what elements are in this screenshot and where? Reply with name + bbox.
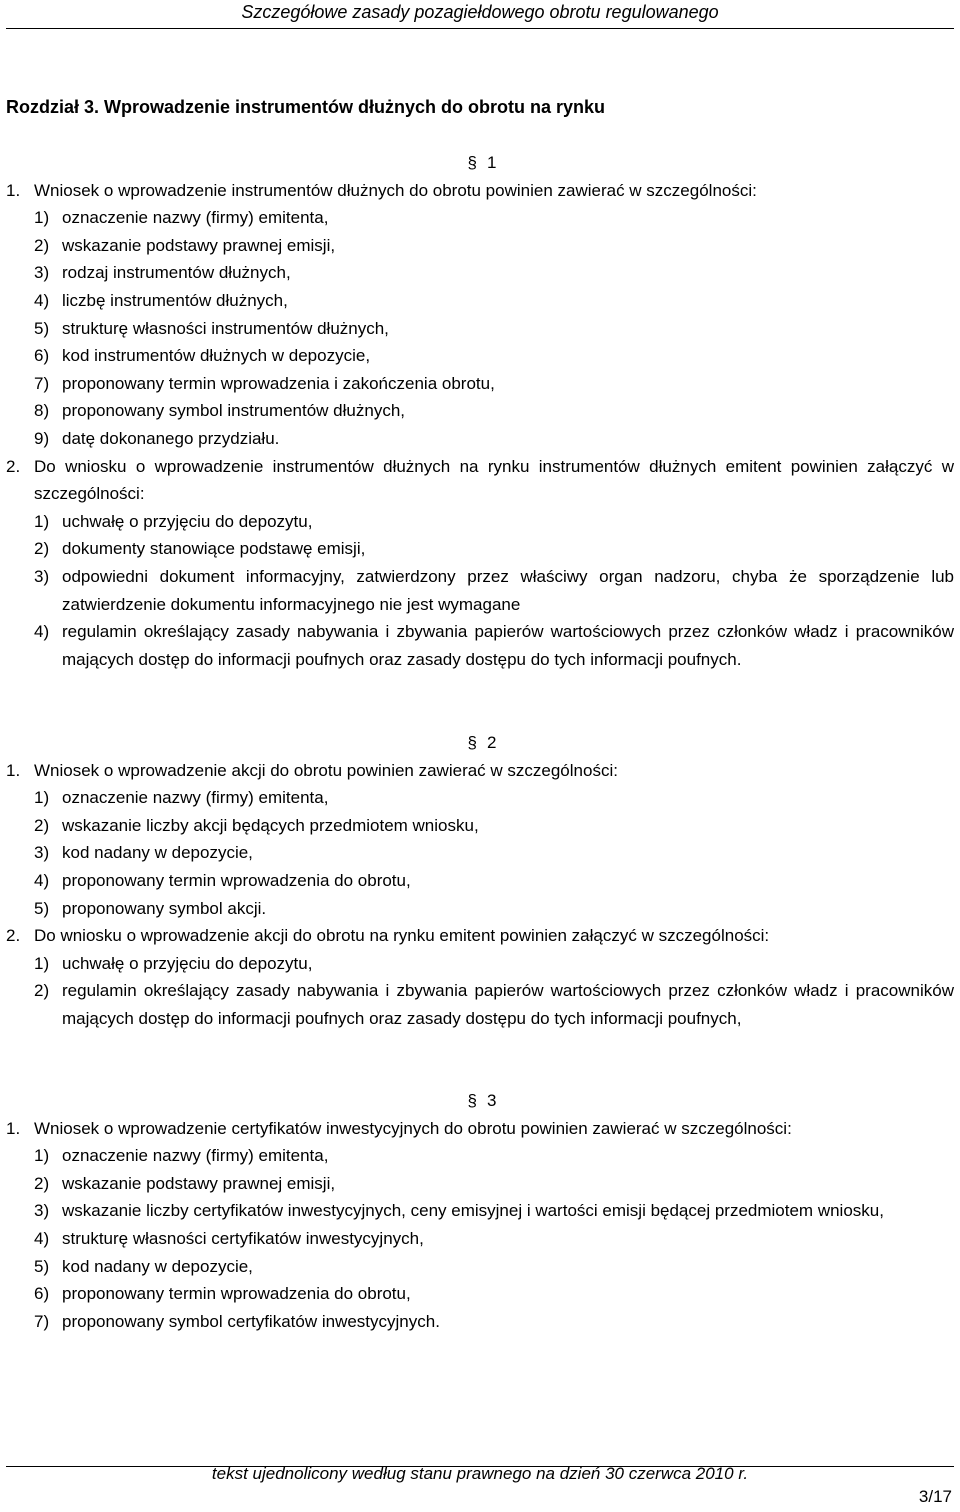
- list-item: [6, 563, 954, 618]
- item-number: 7): [34, 373, 50, 393]
- list-item: [6, 784, 954, 812]
- list-item: [6, 1170, 954, 1198]
- item-number: 4): [34, 622, 50, 642]
- list-item: [6, 204, 954, 232]
- paragraph-sign: §: [467, 153, 477, 172]
- clause-number: 1.: [6, 760, 21, 780]
- list-item: [6, 895, 954, 923]
- clause-number: 2.: [6, 926, 21, 946]
- item-list: [6, 204, 954, 452]
- item-text: proponowany termin wprowadzenia i zakończenia obrotu,: [62, 373, 495, 393]
- item-text: proponowany termin wprowadzenia do obrotu,: [62, 1284, 411, 1304]
- item-text: oznaczenie nazwy (firmy) emitenta,: [62, 788, 329, 808]
- item-text: kod instrumentów dłużnych w depozycie,: [62, 346, 371, 366]
- item-number: 4): [34, 870, 50, 890]
- item-text: strukturę własności instrumentów dłużnych,: [62, 318, 389, 338]
- item-text: rodzaj instrumentów dłużnych,: [62, 263, 291, 283]
- section-number: 3: [487, 1091, 497, 1110]
- item-number: 6): [34, 346, 50, 366]
- item-number: 1): [34, 511, 50, 531]
- item-text: proponowany symbol certyfikatów inwestycyjnych.: [62, 1311, 440, 1331]
- item-text: liczbę instrumentów dłużnych,: [62, 290, 288, 310]
- list-item: [6, 397, 954, 425]
- section-number: 2: [487, 733, 497, 752]
- running-header: Szczegółowe zasady pozagiełdowego obrotu regulowanego: [241, 2, 719, 22]
- item-number: 9): [34, 428, 50, 448]
- item-number: 5): [34, 318, 50, 338]
- list-item: [6, 1142, 954, 1170]
- list-item: [6, 535, 954, 563]
- clause-text: Do wniosku o wprowadzenie akcji do obrotu na rynku emitent powinien załączyć w szczególności:: [34, 926, 770, 946]
- list-item: [6, 618, 954, 673]
- item-number: 3): [34, 843, 50, 863]
- item-number: 4): [34, 290, 50, 310]
- list-item: [6, 1253, 954, 1281]
- section-2: [6, 729, 954, 1033]
- item-list: [6, 508, 954, 674]
- list-item: [6, 287, 954, 315]
- item-list: [6, 950, 954, 1033]
- list-item: [6, 342, 954, 370]
- list-item: [6, 812, 954, 840]
- item-number: 3): [34, 1201, 50, 1221]
- item-number: 2): [34, 981, 50, 1001]
- item-number: 8): [34, 401, 50, 421]
- header-divider: [6, 28, 954, 29]
- section-1: [6, 149, 954, 673]
- footer-note: tekst ujednolicony według stanu prawnego na dzień 30 czerwca 2010 r.: [211, 1464, 749, 1483]
- list-item: [6, 1308, 954, 1336]
- list-item: [6, 950, 954, 978]
- item-text: kod nadany w depozycie,: [62, 843, 253, 863]
- item-text: uchwałę o przyjęciu do depozytu,: [62, 953, 313, 973]
- item-text: oznaczenie nazwy (firmy) emitenta,: [62, 1146, 329, 1166]
- item-text: wskazanie podstawy prawnej emisji,: [62, 235, 336, 255]
- item-text: proponowany symbol instrumentów dłużnych,: [62, 401, 406, 421]
- item-list: [6, 784, 954, 922]
- clause-number: 1.: [6, 1118, 21, 1138]
- item-text: wskazanie liczby akcji będących przedmiotem wniosku,: [62, 815, 479, 835]
- item-text: strukturę własności certyfikatów inwestycyjnych,: [62, 1228, 424, 1248]
- item-text: wskazanie liczby certyfikatów inwestycyjnych, ceny emisyjnej i wartości emisji będącej przedmiotem wniosku,: [62, 1201, 884, 1221]
- section-number: 1: [487, 153, 497, 172]
- list-item: [6, 867, 954, 895]
- clause-2: [6, 922, 954, 1032]
- item-text: regulamin określający zasady nabywania i zbywania papierów wartościowych przez członków władz i pracowników mających dostęp do informacji poufnych oraz zasady dostępu do tych informacji poufnych.: [62, 622, 954, 669]
- list-item: [6, 315, 954, 343]
- list-item: [6, 839, 954, 867]
- clause-text: Wniosek o wprowadzenie instrumentów dłużnych do obrotu powinien zawierać w szczególności:: [34, 180, 757, 200]
- clause-text: Do wniosku o wprowadzenie instrumentów dłużnych na rynku instrumentów dłużnych emitent powinien załączyć w szczególności:: [34, 456, 954, 504]
- item-number: 3): [34, 566, 50, 586]
- list-item: [6, 1225, 954, 1253]
- section-heading: [6, 149, 954, 177]
- list-item: [6, 1197, 954, 1225]
- clause-text: Wniosek o wprowadzenie certyfikatów inwestycyjnych do obrotu powinien zawierać w szczególności:: [34, 1118, 792, 1138]
- item-number: 2): [34, 1173, 50, 1193]
- item-text: oznaczenie nazwy (firmy) emitenta,: [62, 208, 329, 228]
- clause-text: Wniosek o wprowadzenie akcji do obrotu powinien zawierać w szczególności:: [34, 760, 618, 780]
- item-text: regulamin określający zasady nabywania i zbywania papierów wartościowych przez członków władz i pracowników mających dostęp do informacji poufnych oraz zasady dostępu do tych informacji poufnych,: [62, 981, 954, 1028]
- item-number: 1): [34, 1146, 50, 1166]
- clause-2: [6, 453, 954, 674]
- clause-number: 1.: [6, 180, 21, 200]
- clause-1: [6, 1115, 954, 1336]
- section-heading: [6, 1087, 954, 1115]
- item-number: 2): [34, 815, 50, 835]
- item-number: 5): [34, 898, 50, 918]
- item-number: 5): [34, 1256, 50, 1276]
- list-item: [6, 508, 954, 536]
- item-number: 3): [34, 263, 50, 283]
- clause-1: [6, 177, 954, 453]
- item-number: 7): [34, 1311, 50, 1331]
- item-text: proponowany termin wprowadzenia do obrotu,: [62, 870, 411, 890]
- list-item: [6, 232, 954, 260]
- paragraph-sign: §: [467, 1091, 477, 1110]
- clause-1: [6, 757, 954, 923]
- chapter-title: Rozdział 3. Wprowadzenie instrumentów dłużnych do obrotu na rynku: [6, 97, 606, 117]
- item-number: 1): [34, 208, 50, 228]
- section-heading: [6, 729, 954, 757]
- item-number: 2): [34, 235, 50, 255]
- item-number: 2): [34, 539, 50, 559]
- page-number: 3/17: [918, 1487, 952, 1506]
- paragraph-sign: §: [467, 733, 477, 752]
- list-item: [6, 425, 954, 453]
- item-number: 1): [34, 953, 50, 973]
- clause-number: 2.: [6, 456, 21, 476]
- item-number: 4): [34, 1228, 50, 1248]
- item-number: 1): [34, 788, 50, 808]
- item-list: [6, 1142, 954, 1335]
- item-text: datę dokonanego przydziału.: [62, 428, 280, 448]
- section-3: [6, 1087, 954, 1335]
- item-text: dokumenty stanowiące podstawę emisji,: [62, 539, 366, 559]
- list-item: [6, 1280, 954, 1308]
- item-text: proponowany symbol akcji.: [62, 898, 267, 918]
- list-item: [6, 370, 954, 398]
- item-text: uchwałę o przyjęciu do depozytu,: [62, 511, 313, 531]
- item-text: wskazanie podstawy prawnej emisji,: [62, 1173, 336, 1193]
- list-item: [6, 977, 954, 1032]
- item-number: 6): [34, 1284, 50, 1304]
- item-text: odpowiedni dokument informacyjny, zatwierdzony przez właściwy organ nadzoru, chyba że sporządzenie lub zatwierdzenie dokumentu informacyjnego nie jest wymagane: [62, 566, 954, 614]
- item-text: kod nadany w depozycie,: [62, 1256, 253, 1276]
- list-item: [6, 259, 954, 287]
